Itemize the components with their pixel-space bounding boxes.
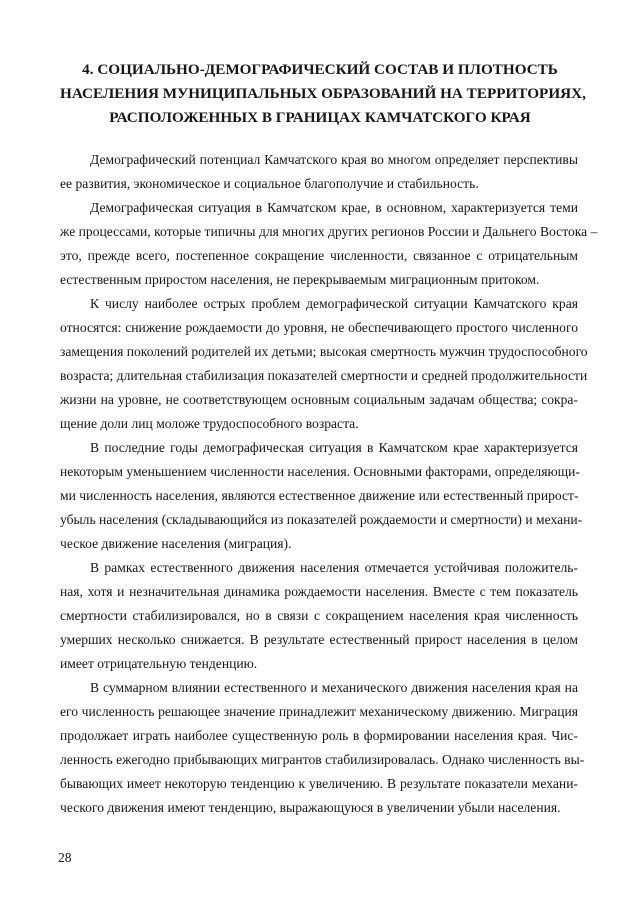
- text-line: замещения поколений родителей их детьми; высокая смертность мужчин трудоспособного: [60, 344, 588, 359]
- heading-line: 4. СОЦИАЛЬНО-ДЕМОГРАФИЧЕСКИЙ СОСТАВ И ПЛОТНОСТЬ: [82, 61, 558, 78]
- text-line: жизни на уровне, не соответствующем основным социальным задачам общества; сокра-: [60, 392, 578, 407]
- text-line: В суммарном влиянии естественного и механического движения населения края на: [90, 680, 578, 695]
- paragraph: [60, 148, 578, 196]
- heading-line: РАСПОЛОЖЕННЫХ В ГРАНИЦАХ КАМЧАТСКОГО КРАЯ: [109, 109, 531, 126]
- text-line: щение доли лиц моложе трудоспособного возраста.: [60, 416, 359, 431]
- text-line: умерших несколько снижается. В результате естественный прирост населения в целом: [60, 632, 578, 647]
- text-line: естественным приростом населения, не перекрываемым миграционным притоком.: [60, 272, 540, 287]
- text-line: его численность решающее значение принадлежит механическому движению. Миграция: [60, 704, 578, 719]
- text-line: бывающих имеет некоторую тенденцию к увеличению. В результате показатели механи-: [60, 776, 578, 791]
- text-line: продолжает играть наиболее существенную роль в формировании населения края. Чис-: [60, 728, 578, 743]
- text-line: Демографический потенциал Камчатского края во многом определяет перспективы: [90, 152, 578, 167]
- text-line: ческое движение населения (миграция).: [60, 536, 292, 551]
- paragraph: [60, 292, 588, 436]
- text-line: ее развития, экономическое и социальное благополучие и стабильность.: [60, 176, 479, 191]
- text-line: ленность ежегодно прибывающих мигрантов стабилизировалась. Однако численность вы-: [60, 752, 585, 767]
- text-line: ческого движения имеют тенденцию, выражающуюся в увеличении убыли населения.: [60, 800, 561, 815]
- paragraph: [60, 436, 583, 556]
- text-line: же процессами, которые типичны для многих других регионов России и Дальнего Востока –: [60, 224, 598, 239]
- text-line: относятся: снижение рождаемости до уровня, не обеспечивающего простого численного: [60, 320, 578, 335]
- text-line: В рамках естественного движения населения отмечается устойчивая положитель-: [90, 560, 578, 575]
- text-line: В последние годы демографическая ситуация в Камчатском крае характеризуется: [90, 440, 578, 455]
- text-line: Демографическая ситуация в Камчатском крае, в основном, характеризуется теми: [90, 200, 578, 215]
- text-line: возраста; длительная стабилизация показателей смертности и средней продолжительности: [60, 368, 588, 383]
- paragraph: [60, 676, 585, 820]
- text-line: это, прежде всего, постепенное сокращение численности, связанное с отрицательным: [60, 248, 578, 263]
- paragraph: [60, 556, 578, 676]
- text-line: смертности стабилизировался, но в связи с сокращением населения края численность: [60, 608, 578, 623]
- text-line: некоторым уменьшением численности населения. Основными факторами, определяющи-: [60, 464, 580, 479]
- paragraph: [60, 196, 598, 292]
- text-line: убыль населения (складывающийся из показателей рождаемости и смертности) и механи-: [60, 512, 583, 527]
- text-line: имеет отрицательную тенденцию.: [60, 656, 258, 671]
- heading-line: НАСЕЛЕНИЯ МУНИЦИПАЛЬНЫХ ОБРАЗОВАНИЙ НА ТЕРРИТОРИЯХ,: [60, 85, 586, 102]
- body-text: [60, 148, 598, 820]
- text-line: ная, хотя и незначительная динамика рождаемости населения. Вместе с тем показатель: [60, 584, 578, 599]
- text-line: ми численность населения, являются естественное движение или естественный прирост-: [60, 488, 579, 503]
- section-heading: [60, 58, 586, 130]
- page-number: 28: [58, 850, 72, 865]
- text-line: К числу наиболее острых проблем демографической ситуации Камчатского края: [90, 296, 578, 311]
